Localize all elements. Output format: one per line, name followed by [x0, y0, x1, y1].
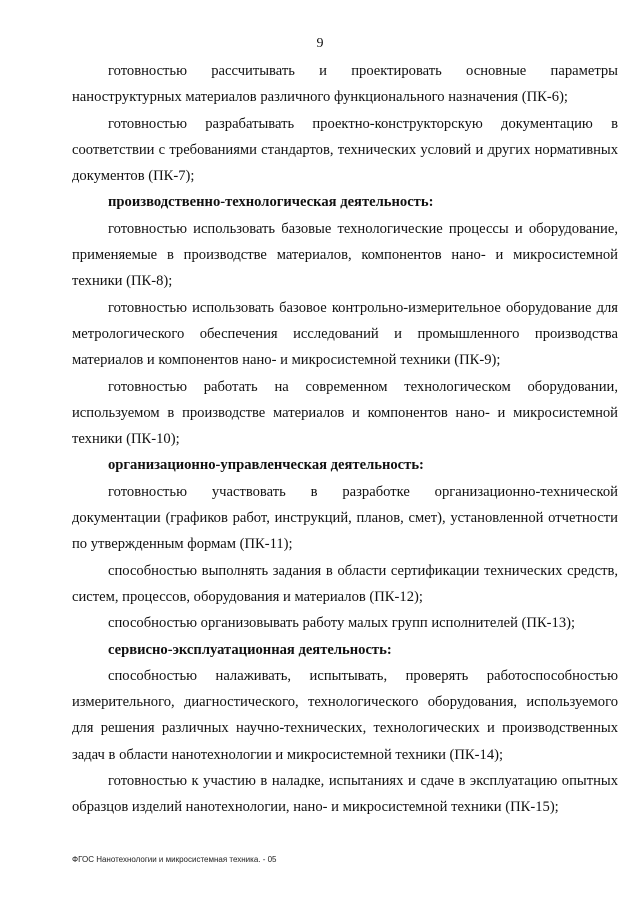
paragraph-pk15: готовностью к участию в наладке, испытаниях и сдаче в эксплуатацию опытных образцов изделий нанотехнологии, нано- и микросистемной техники (ПК-15);	[72, 773, 618, 816]
paragraph-pk14: способностью налаживать, испытывать, проверять работоспособностью измерительного, диагностического, технологического оборудования, используемого для решения различных научно-технических, технологических и производственных задач в области нанотехнологии и микросистемной техники (ПК-14);	[72, 667, 618, 763]
page-footer: ФГОС Нанотехнологии и микросистемная техника. - 05	[72, 855, 277, 864]
section-heading-service: сервисно-эксплуатационная деятельность:	[108, 641, 392, 658]
section-heading-management: организационно-управленческая деятельность:	[108, 457, 424, 474]
paragraph-pk13: способностью организовывать работу малых групп исполнителей (ПК-13);	[108, 615, 576, 632]
body-text	[72, 58, 618, 821]
paragraph-pk10: готовностью работать на современном технологическом оборудовании, используемом в производстве материалов и компонентов нано- и микросистемной техники (ПК-10);	[72, 378, 618, 448]
paragraph-pk7: готовностью разрабатывать проектно-конструкторскую документацию в соответствии с требованиями стандартов, технических условий и других нормативных документов (ПК-7);	[72, 115, 618, 185]
paragraph-pk11: готовностью участвовать в разработке организационно-технической документации (графиков работ, инструкций, планов, смет), установленной отчетности по утвержденным формам (ПК-11);	[72, 483, 618, 553]
page-number: 9	[316, 36, 324, 51]
paragraph-pk9: готовностью использовать базовое контрольно-измерительное оборудование для метрологического обеспечения исследований и промышленного производства материалов и компонентов нано- и микросистемной техники (ПК-9);	[72, 299, 618, 369]
paragraph-pk12: способностью выполнять задания в области сертификации технических средств, систем, процессов, оборудования и материалов (ПК-12);	[72, 562, 618, 605]
paragraph-pk6: готовностью рассчитывать и проектировать основные параметры наноструктурных материалов различного функционального назначения (ПК-6);	[72, 63, 618, 106]
paragraph-pk8: готовностью использовать базовые технологические процессы и оборудование, применяемые в производстве материалов, компонентов нано- и микросистемной техники (ПК-8);	[72, 220, 618, 290]
section-heading-production: производственно-технологическая деятельность:	[108, 194, 434, 211]
